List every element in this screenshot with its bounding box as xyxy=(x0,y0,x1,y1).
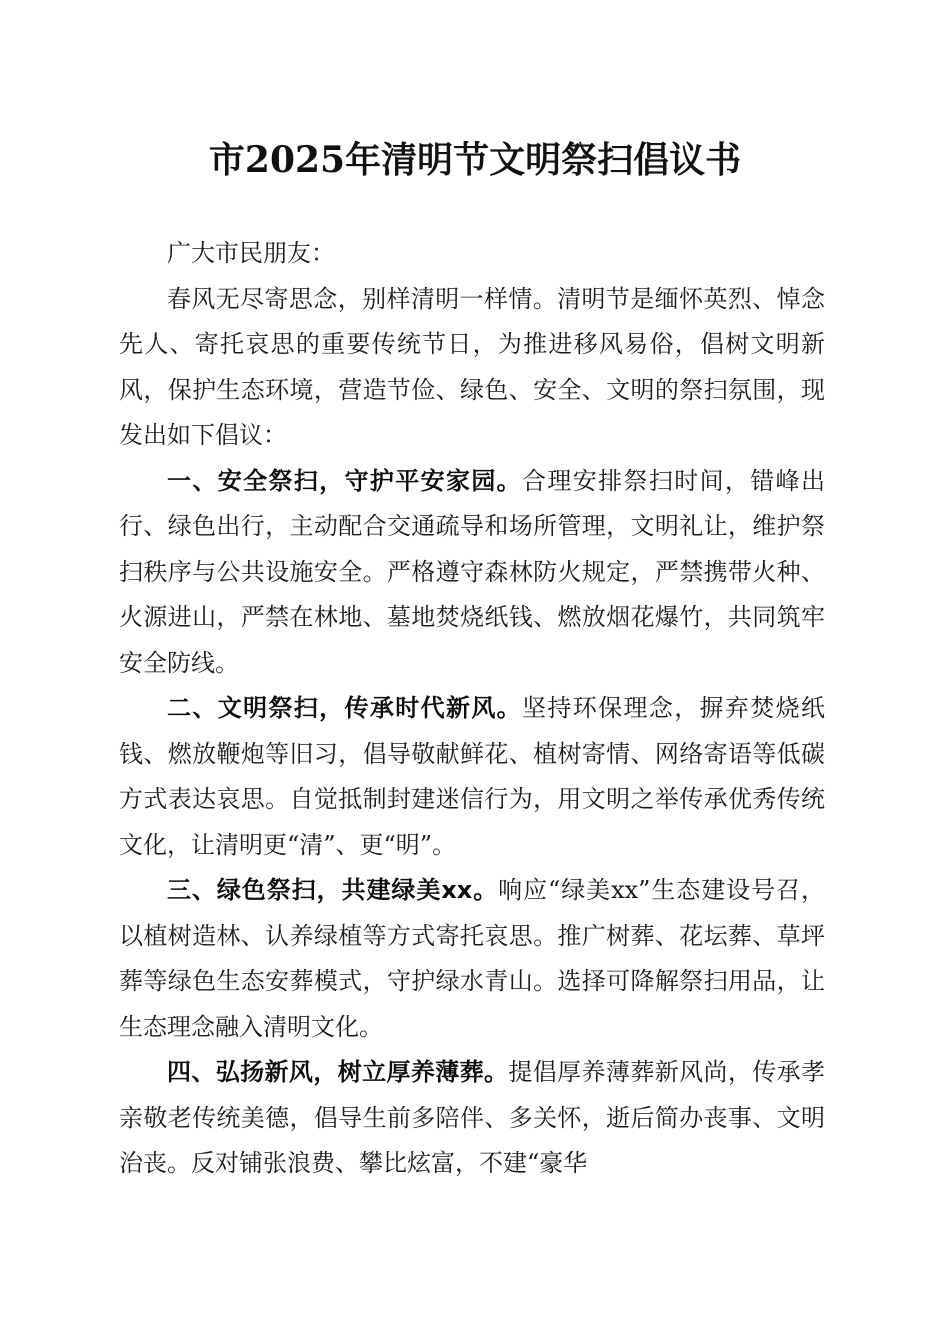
document-title: 市2025年清明节文明祭扫倡议书 xyxy=(208,139,742,181)
item-paragraph-1 xyxy=(119,459,825,687)
salutation: 广大市民朋友： xyxy=(167,239,335,267)
item-paragraph-2 xyxy=(119,686,825,868)
item-text-4: 提倡厚养薄葬新风尚，传承孝亲敬老传统美德，倡导生前多陪伴、多关怀，逝后简办丧事、文明治丧。反对铺张浪费、攀比炫富，不建“豪华 xyxy=(119,1058,826,1177)
item-heading-1: 一、安全祭扫，守护平安家园。 xyxy=(167,466,523,495)
item-text-3: 响应“绿美xx”生态建设号召，以植树造林、认养绿植等方式寄托哀思。推广树葬、花坛葬、草坪葬等绿色生态安葬模式，守护绿水青山。选择可降解祭扫用品，让生态理念融入清明文化。 xyxy=(119,876,825,1041)
item-paragraph-3 xyxy=(119,868,825,1050)
item-paragraph-4 xyxy=(119,1050,825,1187)
document-body xyxy=(119,231,825,1187)
item-text-2: 坚持环保理念，摒弃焚烧纸钱、燃放鞭炮等旧习，倡导敬献鲜花、植树寄情、网络寄语等低碳方式表达哀思。自觉抵制封建迷信行为，用文明之举传承优秀传统文化，让清明更“清”、更“明”。 xyxy=(119,694,826,859)
item-heading-2: 二、文明祭扫，传承时代新风。 xyxy=(167,694,523,722)
item-heading-3: 三、绿色祭扫，共建绿美xx。 xyxy=(167,876,499,904)
item-text-1: 合理安排祭扫时间，错峰出行、绿色出行，主动配合交通疏导和场所管理，文明礼让，维护祭扫秩序与公共设施安全。严格遵守森林防火规定，严禁携带火种、火源进山，严禁在林地、墓地焚烧纸钱、燃放烟花爆竹，共同筑牢安全防线。 xyxy=(119,466,826,677)
item-heading-4: 四、弘扬新风，树立厚养薄葬。 xyxy=(167,1058,509,1086)
intro-paragraph: 春风无尽寄思念，别样清明一样情。清明节是缅怀英烈、悼念先人、寄托哀思的重要传统节日，为推进移风易俗，倡树文明新风，保护生态环境，营造节俭、绿色、安全、文明的祭扫氛围，现发出如下倡议： xyxy=(119,284,825,449)
